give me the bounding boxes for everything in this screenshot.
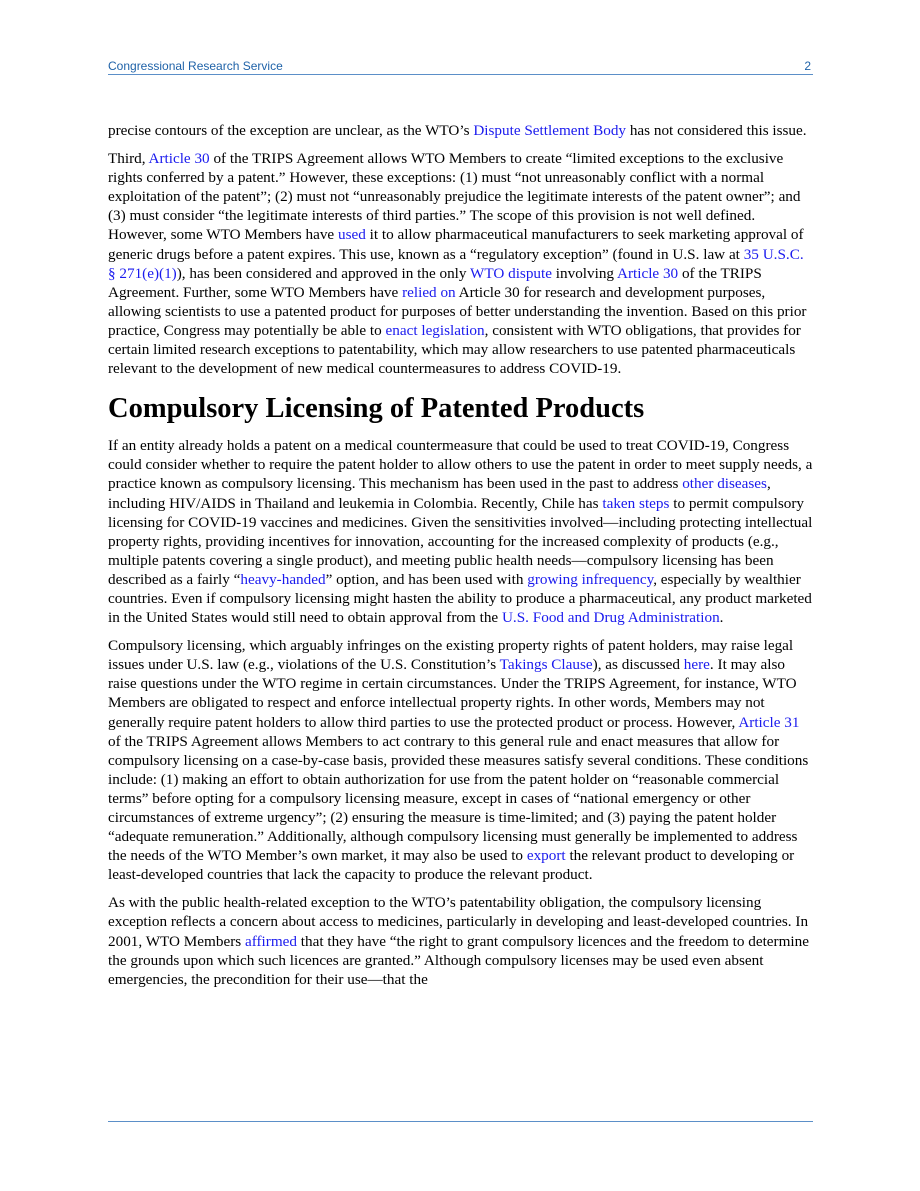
- section-heading: Compulsory Licensing of Patented Products: [108, 393, 645, 425]
- link-fda[interactable]: U.S. Food and Drug Administration: [501, 609, 720, 627]
- paragraph-2: Third, Article 30 of the TRIPS Agreement allows WTO Members to create “limited exceptions to the exclusive rights conferred by a patent.” However, these exceptions: (1) must “not unreasonably conflict with a normal exploitation of the patent”; (2) must not “unreasonably prejudice the legitimate interests of the patent owner”; and (3) must consider “the legitimate interests of third parties.” The scope of this provision is not well defined. However, some WTO Members have used it to allow pharmaceutical manufacturers to seek marketing approval of generic drugs before a patent expires. This use, known as a “regulatory exception” (found in U.S. law at 35 U.S.C. § 271(e)(1)), has been considered and approved in the only WTO dispute involving Article 30 of the TRIPS Agreement. Further, some WTO Members have relied on Article 30 for research and development purposes, allowing scientists to use a patented product for purposes of better understanding the invention. Based on this prior practice, Congress may potentially be able to enact legislation, consistent with WTO obligations, that provides for certain limited research exceptions to patentability, which may allow researchers to use patented pharmaceuticals relevant to the development of new medical countermeasures to address COVID-19.: [108, 150, 807, 378]
- link-other-diseases[interactable]: other diseases: [682, 475, 767, 493]
- link-35-usc-271[interactable]: 35 U.S.C. § 271(e)(1): [108, 245, 804, 282]
- link-affirmed[interactable]: affirmed: [244, 932, 297, 950]
- link-article-31[interactable]: Article 31: [738, 713, 800, 731]
- footer-divider: [108, 1121, 813, 1122]
- link-wto-dispute[interactable]: WTO dispute: [470, 264, 552, 282]
- link-growing-infrequency[interactable]: growing infrequency: [527, 570, 654, 588]
- link-takings-clause[interactable]: Takings Clause: [499, 656, 593, 674]
- paragraph-4: Compulsory licensing, which arguably infringes on the existing property rights of patent holders, may raise legal issues under U.S. law (e.g., violations of the U.S. Constitution’s Takings Clause), as discussed here. It may also raise questions under the WTO regime in certain circumstances. Under the TRIPS Agreement, for instance, WTO Members are obligated to respect and enforce intellectual property rights. In other words, Members may not generally require patent holders to allow third parties to use the protected product or process. However, Article 31 of the TRIPS Agreement allows Members to act contrary to this general rule and enact measures that allow for compulsory licensing on a case-by-case basis, provided these measures satisfy several conditions. These conditions include: (1) making an effort to obtain authorization for use from the patent holder on “reasonable commercial terms” before opting for a compulsory licensing measure, except in cases of “national emergency or other circumstances of extreme urgency”; (2) ensuring the measure is time-limited; and (3) paying the patent holder “adequate remuneration.” Additionally, although compulsory licensing must generally be implemented to address the needs of the WTO Member’s own market, it may also be used to export the relevant product to developing or least-developed countries that lack the capacity to produce the relevant product.: [108, 637, 809, 884]
- link-taken-steps[interactable]: taken steps: [602, 494, 670, 512]
- header-divider: [108, 74, 813, 75]
- header-service-name: Congressional Research Service: [108, 59, 283, 73]
- page-header: [108, 58, 813, 74]
- link-export[interactable]: export: [526, 847, 566, 865]
- link-enact-legislation[interactable]: enact legislation: [385, 321, 485, 339]
- link-dispute-settlement-body[interactable]: Dispute Settlement Body: [473, 122, 627, 139]
- link-article-30-second[interactable]: Article 30: [616, 264, 679, 282]
- paragraph-1: precise contours of the exception are unclear, as the WTO’s Dispute Settlement Body has not considered this issue.: [108, 122, 807, 139]
- link-used[interactable]: used: [337, 226, 366, 244]
- link-relied-on[interactable]: relied on: [402, 283, 456, 301]
- document-body: [108, 121, 813, 998]
- paragraph-3: If an entity already holds a patent on a medical countermeasure that could be used to treat COVID-19, Congress could consider whether to require the patent holder to allow others to use the patent in order to meet supply needs, a practice known as compulsory licensing. This mechanism has been used in the past to address other diseases, including HIV/AIDS in Thailand and leukemia in Colombia. Recently, Chile has taken steps to permit compulsory licensing for COVID-19 vaccines and medicines. Given the sensitivities involved—including protecting intellectual property rights, providing incentives for innovation, accounting for the increased complexity of products (e.g., multiple patents covering a single product), and meeting public health needs—compulsory licensing has been described as a fairly “heavy-handed” option, and has been used with growing infrequency, especially by wealthier countries. Even if compulsory licensing might hasten the ability to produce a pharmaceutical, any product marketed in the United States would still need to obtain approval from the U.S. Food and Drug Administration.: [108, 437, 813, 627]
- paragraph-5: As with the public health-related exception to the WTO’s patentability obligation, the compulsory licensing exception reflects a concern about access to medicines, particularly in developing and least-developed countries. In 2001, WTO Members affirmed that they have “the right to grant compulsory licences and the freedom to determine the grounds upon which such licences are granted.” Although compulsory licenses may be used even absent emergencies, the precondition for their use—that the: [108, 894, 809, 988]
- link-heavy-handed[interactable]: heavy-handed: [240, 570, 326, 588]
- header-page-number: 2: [804, 59, 811, 73]
- link-article-30[interactable]: Article 30: [148, 150, 210, 168]
- link-here[interactable]: here: [683, 656, 710, 674]
